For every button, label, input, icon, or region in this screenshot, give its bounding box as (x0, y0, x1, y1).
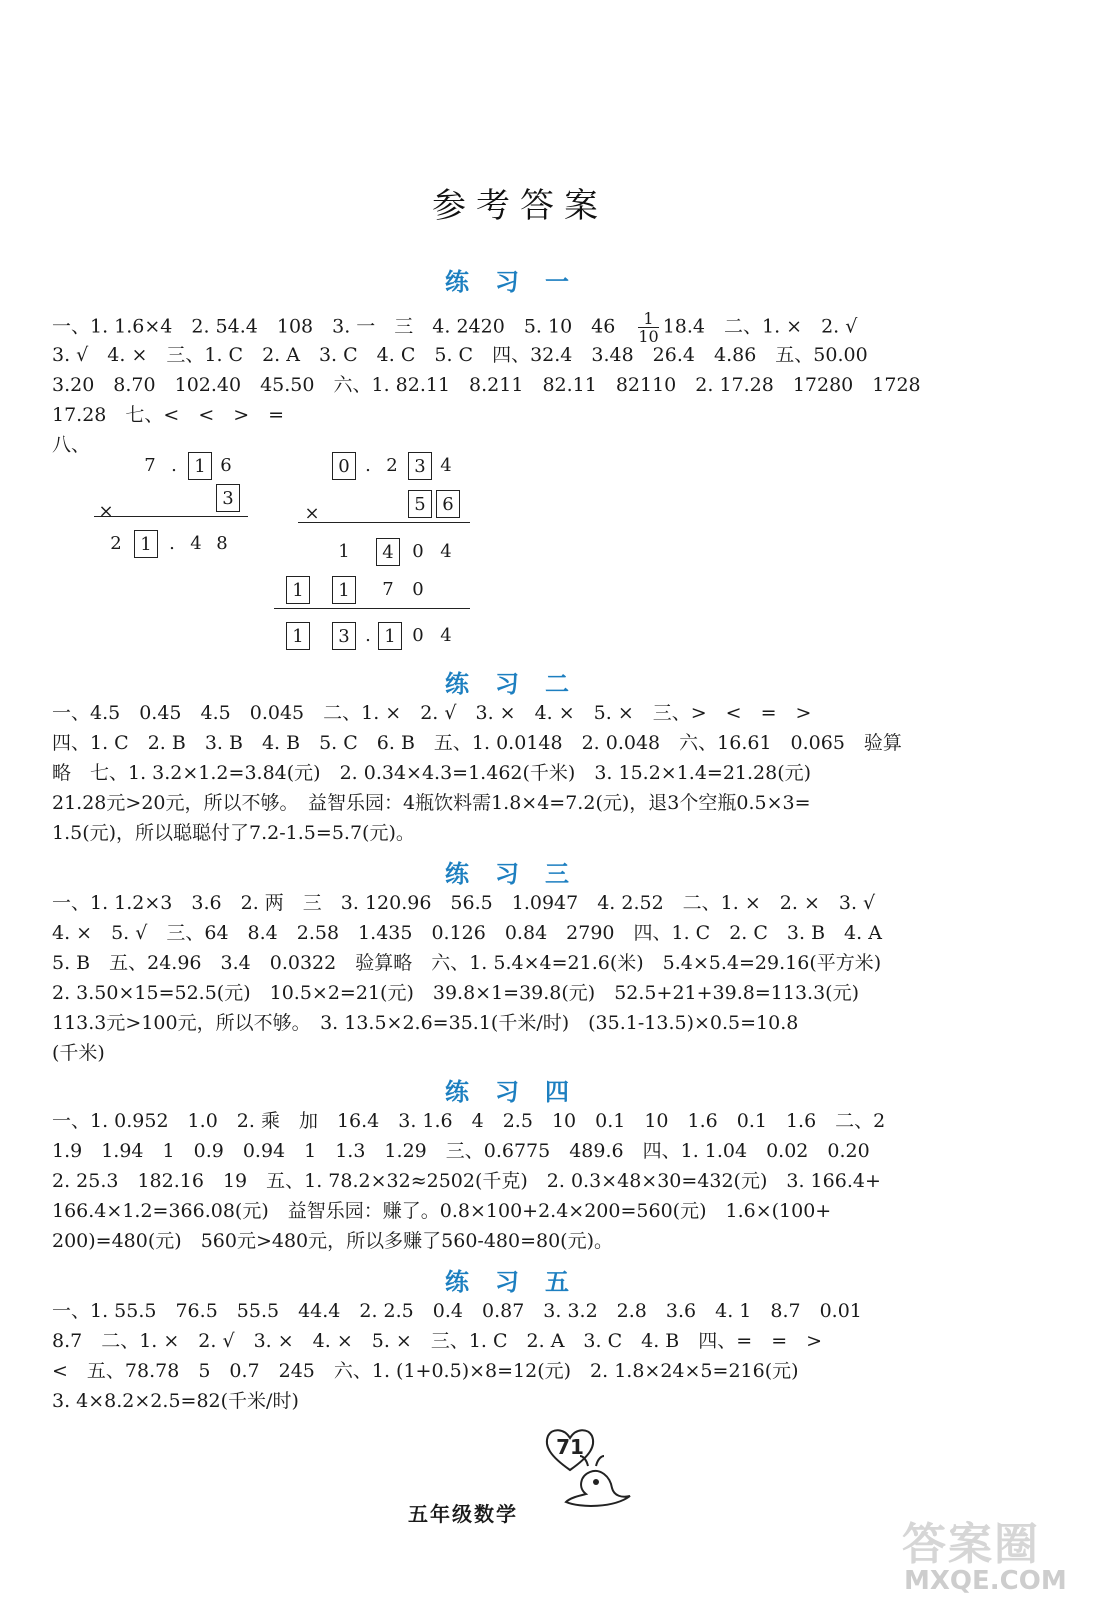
calc-operator: × (98, 501, 114, 522)
calc-rule (94, 516, 248, 517)
calc-box-digit: 1 (286, 576, 310, 604)
answer-line: 2. 3.50×15=52.5(元) 10.5×2=21(元) 39.8×1=39.8(元) 52.5+21+39.8=113.3(元) (52, 982, 859, 1004)
answer-line: 3.20 8.70 102.40 45.50 六、1. 82.11 8.211 82.11 82110 2. 17.28 17280 1728 (52, 374, 921, 396)
section-1-answers (52, 310, 987, 460)
calc-digit: 1 (338, 541, 350, 562)
answer-line: 17.28 七、< < > = (52, 404, 285, 426)
answer-line: 一、1. 1.6×4 2. 54.4 108 3. 一 三 4. 2420 5. 10 46 $\frac{1}{10}$ 18.4 二、1. × 2. √ (52, 309, 858, 346)
section-title-4: 练习四 (445, 1077, 595, 1106)
section-title-3: 练习三 (445, 859, 595, 888)
answer-line: 3. 4×8.2×2.5=82(千米/时) (52, 1390, 299, 1412)
answer-line: 8.7 二、1. × 2. √ 3. × 4. × 5. × 三、1. C 2. A 3. C 4. B 四、= = > (52, 1330, 823, 1352)
calc-box-digit: 3 (332, 622, 356, 650)
watermark-logo (890, 1500, 1090, 1600)
answer-line: 一、1. 1.2×3 3.6 2. 两 三 3. 120.96 56.5 1.0947 4. 2.52 二、1. × 2. × 3. √ (52, 892, 876, 914)
calc-digit: 7 (144, 455, 156, 476)
section-title-5: 练习五 (445, 1267, 595, 1296)
calc-digit: 4 (190, 533, 202, 554)
answer-line: (千米) (52, 1042, 105, 1064)
calc-operator: × (304, 503, 320, 524)
calc-digit: 2 (110, 533, 122, 554)
answer-line: 一、1. 0.952 1.0 2. 乘 加 16.4 3. 1.6 4 2.5 10 0.1 10 1.6 0.1 1.6 二、2 (52, 1110, 886, 1132)
calc-point: . (171, 455, 177, 476)
calc-box-digit: 4 (376, 538, 400, 566)
answer-line: 略 七、1. 3.2×1.2=3.84(元) 2. 0.34×4.3=1.462(千米) 3. 15.2×1.4=21.28(元) (52, 762, 812, 784)
answer-line: 1.9 1.94 1 0.9 0.94 1 1.3 1.29 三、0.6775 489.6 四、1. 1.04 0.02 0.20 (52, 1140, 870, 1162)
vertical-calculation-2 (274, 452, 484, 652)
calc-digit: 2 (386, 455, 398, 476)
calc-point: . (365, 625, 371, 646)
answer-line: 四、1. C 2. B 3. B 4. B 5. C 6. B 五、1. 0.0148 2. 0.048 六、16.61 0.065 验算 (52, 732, 902, 754)
answer-line: 5. B 五、24.96 3.4 0.0322 验算略 六、1. 5.4×4=21.6(米) 5.4×5.4=29.16(平方米) (52, 952, 882, 974)
page-number: 71 (556, 1435, 584, 1459)
answer-line: 200)=480(元) 560元>480元，所以多赚了560-480=80(元)。 (52, 1230, 614, 1252)
calc-digit: 6 (220, 455, 232, 476)
calc-point: . (169, 533, 175, 554)
calc-point: . (365, 455, 371, 476)
grade-subject-label: 五年级数学 (408, 1502, 518, 1526)
calc-digit: 0 (412, 579, 424, 600)
section-title-2: 练习二 (445, 669, 595, 698)
calc-digit: 0 (412, 625, 424, 646)
answer-line: 1.5(元)，所以聪聪付了7.2-1.5=5.7(元)。 (52, 822, 415, 844)
calc-digit: 0 (412, 541, 424, 562)
calc-digit: 4 (440, 455, 452, 476)
calc-box-digit: 1 (134, 530, 158, 558)
calc-box-digit: 0 (332, 452, 356, 480)
section-title-1: 练习一 (445, 267, 595, 296)
answer-line: 166.4×1.2=366.08(元) 益智乐园：赚了。0.8×100+2.4×200=560(元) 1.6×(100+ (52, 1200, 832, 1222)
watermark-url: MXQE.COM (904, 1566, 1067, 1596)
calc-box-digit: 6 (436, 490, 460, 518)
calc-digit: 4 (440, 541, 452, 562)
calc-box-digit: 1 (188, 452, 212, 480)
calc-digit: 8 (216, 533, 228, 554)
section-3-answers (52, 888, 987, 1068)
answer-line: 4. × 5. √ 三、64 8.4 2.58 1.435 0.126 0.84 2790 四、1. C 2. C 3. B 4. A (52, 922, 882, 944)
vertical-calculation-1 (90, 452, 260, 572)
calc-box-digit: 3 (408, 452, 432, 480)
calc-box-digit: 1 (332, 576, 356, 604)
answer-line: < 五、78.78 5 0.7 245 六、1. (1+0.5)×8=12(元) 2. 1.8×24×5=216(元) (52, 1360, 799, 1382)
calc-rule (298, 522, 470, 523)
calc-box-digit: 1 (378, 622, 402, 650)
calc-digit: 7 (382, 579, 394, 600)
answer-line: 113.3元>100元，所以不够。 3. 13.5×2.6=35.1(千米/时) (35.1-13.5)×0.5=10.8 (52, 1012, 799, 1034)
answer-line: 3. √ 4. × 三、1. C 2. A 3. C 4. C 5. C 四、32.4 3.48 26.4 4.86 五、50.00 (52, 344, 868, 366)
fraction: $\frac{1}{10}$ (638, 309, 659, 346)
snail-mascot-icon (560, 1452, 640, 1512)
section-2-answers (52, 698, 987, 848)
page-title: 参考答案 (432, 186, 608, 226)
section-4-answers (52, 1106, 987, 1256)
watermark-text: 答案圈 (902, 1519, 1040, 1570)
answer-line: 21.28元>20元，所以不够。 益智乐园：4瓶饮料需1.8×4=7.2(元)，退3个空瓶0.5×3= (52, 792, 811, 814)
calc-rule (274, 608, 470, 609)
answer-line: 2. 25.3 182.16 19 五、1. 78.2×32≈2502(千克) 2. 0.3×48×30=432(元) 3. 166.4+ (52, 1170, 881, 1192)
answer-line: 八、 (52, 434, 91, 456)
calc-digit: 4 (440, 625, 452, 646)
answer-line: 一、1. 55.5 76.5 55.5 44.4 2. 2.5 0.4 0.87 3. 3.2 2.8 3.6 4. 1 8.7 0.01 (52, 1300, 862, 1322)
calc-box-digit: 3 (216, 484, 240, 512)
answer-line: 一、4.5 0.45 4.5 0.045 二、1. × 2. √ 3. × 4. × 5. × 三、> < = > (52, 702, 812, 724)
section-5-answers (52, 1296, 987, 1416)
calc-box-digit: 5 (408, 490, 432, 518)
calc-box-digit: 1 (286, 622, 310, 650)
